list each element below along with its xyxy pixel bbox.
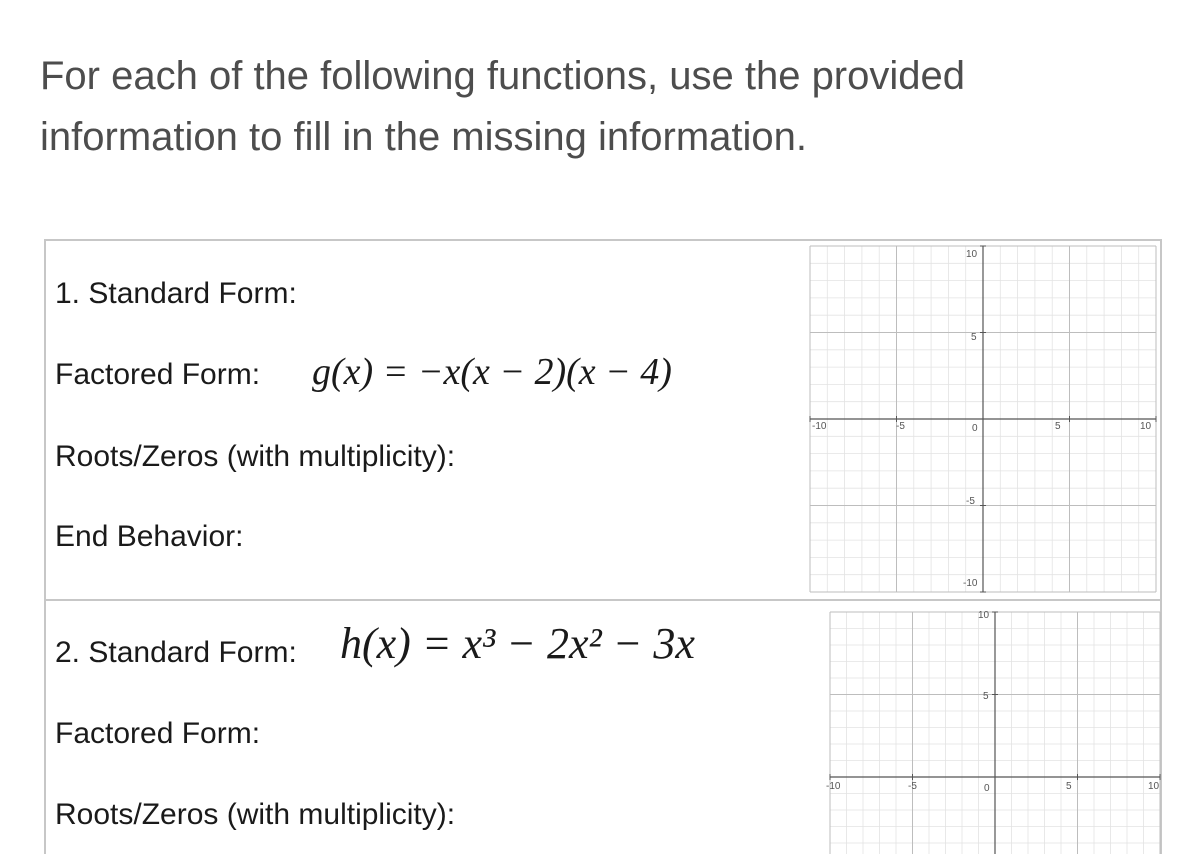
problem2-standard-form-equation: h(x) = x³ − 2x² − 3x xyxy=(340,619,695,668)
problem1-end-behavior-label: End Behavior: xyxy=(55,520,244,553)
grid2-x-tick-label: -10 xyxy=(826,781,841,792)
coordinate-grid-2 xyxy=(826,610,1160,854)
grid1-y-tick-label: 10 xyxy=(966,249,978,260)
instructions-text: For each of the following functions, use the provided information to fill in the missing information. xyxy=(40,54,965,159)
grid2-x-tick-label: -5 xyxy=(908,781,917,792)
coordinate-grid-1 xyxy=(810,246,1156,592)
problem1-roots-label: Roots/Zeros (with multiplicity): xyxy=(55,440,456,473)
grid1-y-tick-label: 5 xyxy=(971,332,977,343)
grid1-y-tick-label: -5 xyxy=(966,496,975,507)
grid1-x-tick-label: 5 xyxy=(1055,421,1061,432)
grid1-x-tick-label: 10 xyxy=(1140,421,1152,432)
problem1-standard-form-label: 1. Standard Form: xyxy=(55,277,297,310)
grid2-x-tick-label: 5 xyxy=(1066,781,1072,792)
grid2-x-tick-label: 0 xyxy=(984,783,990,794)
grid2-x-tick-label: 10 xyxy=(1148,781,1160,792)
problem1-factored-form-equation: g(x) = −x(x − 2)(x − 4) xyxy=(312,351,672,393)
grid1-x-tick-label: -5 xyxy=(896,421,905,432)
grid1-x-tick-label: 0 xyxy=(972,423,978,434)
problem2-factored-form-label: Factored Form: xyxy=(55,717,261,750)
grid2-y-tick-label: 10 xyxy=(978,610,990,621)
grid2-y-tick-label: 5 xyxy=(983,691,989,702)
problem2-standard-form-label: 2. Standard Form: xyxy=(55,636,297,669)
grid1-x-tick-label: -10 xyxy=(812,421,827,432)
problem1-factored-form-label: Factored Form: xyxy=(55,358,261,391)
problem2-roots-label: Roots/Zeros (with multiplicity): xyxy=(55,798,456,831)
grid1-y-tick-label: -10 xyxy=(963,578,978,589)
row-divider xyxy=(44,599,1162,601)
